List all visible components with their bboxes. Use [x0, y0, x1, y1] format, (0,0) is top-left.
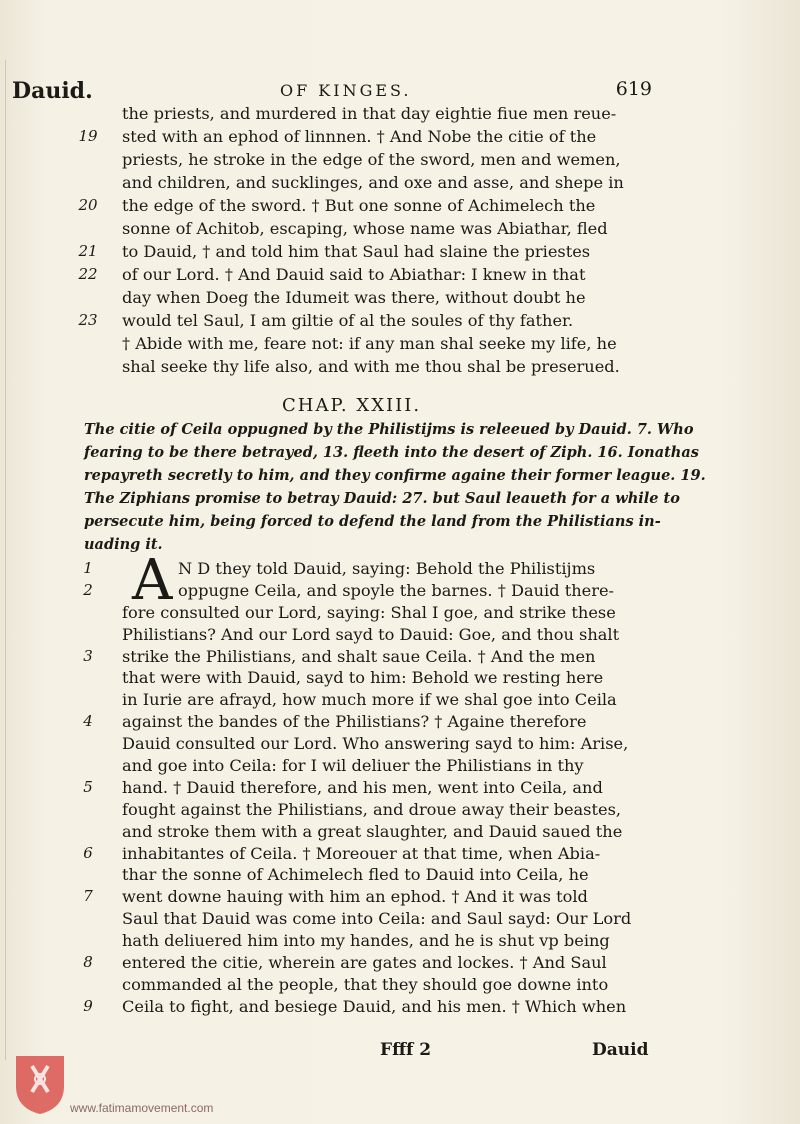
summary-line: uading it. [84, 536, 163, 553]
line-text: sted with an ephod of linnnen. † And Nobe the citie of the [122, 127, 597, 146]
line-text: to Dauid, † and told him that Saul had slaine the priestes [122, 242, 591, 261]
verse-number: 19 [78, 127, 98, 145]
seal-icon [12, 1052, 68, 1116]
summary-line: The Ziphians promise to betray Dauid: 27. but Saul leaueth for a while to [84, 490, 680, 507]
text-line [84, 171, 664, 194]
summary-line: The citie of Ceila oppugned by the Philistijms is releeued by Dauid. 7. Who [84, 421, 694, 438]
text-line [84, 733, 664, 755]
verse-number: 7 [83, 887, 93, 906]
page-edge [5, 60, 6, 1060]
catchword: Dauid [592, 1040, 649, 1060]
text-line [84, 821, 664, 843]
line-text: shal seeke thy life also, and with me thou shal be preserued. [122, 357, 620, 376]
line-text: of our Lord. † And Dauid said to Abiathar: I knew in that [122, 265, 586, 284]
line-text: the edge of the sword. † But one sonne of Achimelech the [122, 196, 596, 215]
verse-number: 8 [83, 953, 93, 972]
watermark-url[interactable]: www.fatimamovement.com [70, 1101, 214, 1115]
text-line [84, 843, 664, 865]
line-text: Ceila to fight, and besiege Dauid, and his men. † Which when [122, 996, 627, 1016]
line-text: entered the citie, wherein are gates and lockes. † And Saul [122, 953, 607, 973]
line-text: N D they told Dauid, saying: Behold the Philistijms [178, 559, 596, 578]
line-text: against the bandes of the Philistians? † Againe therefore [122, 712, 587, 732]
line-text: strike the Philistians, and shalt saue Ceila. † And the men [122, 646, 596, 666]
line-text: inhabitantes of Ceila. † Moreouer at that time, when Abia- [122, 843, 601, 863]
verse-number: 3 [83, 646, 93, 665]
chapter-summary [84, 418, 706, 556]
chapter-heading: CHAP. XXIII. [282, 395, 422, 416]
drop-cap: A [132, 548, 173, 613]
verse-number: 2 [83, 580, 93, 599]
summary-line: persecute him, being forced to defend the land from the Philistians in- [84, 513, 661, 530]
line-text: priests, he stroke in the edge of the sword, men and wemen, [122, 150, 621, 169]
line-text: and children, and sucklinges, and oxe and asse, and shepe in [122, 173, 624, 192]
line-text: hand. † Dauid therefore, and his men, went into Ceila, and [122, 777, 603, 797]
line-text: commanded al the people, that they should goe downe into [122, 974, 609, 994]
text-line [78, 125, 664, 148]
verse-number: 21 [78, 242, 98, 260]
line-text: the priests, and murdered in that day eightie fiue men reue- [122, 104, 617, 123]
verse-number: 5 [83, 777, 93, 796]
text-line [84, 667, 664, 689]
line-text: in Iurie are afrayd, how much more if we shal goe into Ceila [122, 690, 617, 710]
verse-number: 1 [83, 559, 93, 577]
text-line [84, 332, 664, 355]
verse-number: 4 [83, 712, 93, 731]
text-line [84, 864, 664, 886]
header-title: OF KINGES. [280, 81, 412, 100]
text-line [84, 908, 664, 930]
line-text: went downe hauing with him an ephod. † And it was told [122, 887, 588, 907]
text-line [84, 689, 664, 711]
verse-number: 22 [78, 265, 98, 283]
line-text: † Abide with me, feare not: if any man shal seeke my life, he [122, 334, 617, 353]
text-line [84, 711, 664, 733]
line-text: hath deliuered him into my handes, and he is shut vp being [122, 931, 610, 951]
verse-number: 20 [78, 196, 98, 214]
body-text-chapter [84, 558, 664, 1018]
line-text: and stroke them with a great slaughter, and Dauid saued the [122, 821, 623, 841]
text-line [78, 309, 664, 332]
text-line [84, 777, 664, 799]
header-left: Dauid. [12, 78, 93, 104]
text-line [84, 952, 664, 974]
line-text: and goe into Ceila: for I wil deliuer the Philistians in thy [122, 756, 584, 776]
summary-line: repayreth secretly to him, and they confirme againe their former league. 19. [84, 467, 706, 484]
text-line [84, 886, 664, 908]
text-line [84, 930, 664, 952]
text-line [84, 558, 664, 580]
verse-number: 9 [83, 996, 93, 1015]
body-text-top [78, 102, 664, 378]
text-line [78, 263, 664, 286]
line-text: fought against the Philistians, and droue away their beastes, [122, 799, 622, 819]
line-text: Philistians? And our Lord sayd to Dauid: Goe, and thou shalt [122, 624, 620, 644]
text-line [84, 624, 664, 646]
line-text: oppugne Ceila, and spoyle the barnes. † Dauid there- [178, 580, 615, 600]
text-line [84, 755, 664, 777]
verse-number: 23 [78, 311, 98, 329]
text-line [84, 355, 664, 378]
line-text: thar the sonne of Achimelech fled to Dauid into Ceila, he [122, 865, 589, 885]
page-number: 619 [615, 78, 652, 100]
text-line [84, 580, 664, 602]
line-text: Dauid consulted our Lord. Who answering sayd to him: Arise, [122, 734, 629, 754]
text-line [84, 646, 664, 668]
text-line [84, 799, 664, 821]
summary-line: fearing to be there betrayed, 13. fleeth into the desert of Ziph. 16. Ionathas [84, 444, 699, 461]
text-line [84, 974, 664, 996]
line-text: day when Doeg the Idumeit was there, without doubt he [122, 288, 586, 307]
line-text: would tel Saul, I am giltie of al the soules of thy father. [122, 311, 574, 330]
line-text: fore consulted our Lord, saying: Shal I goe, and strike these [122, 602, 616, 622]
text-line [84, 996, 664, 1018]
text-line [84, 217, 664, 240]
text-line [78, 194, 664, 217]
verse-number: 6 [83, 843, 93, 862]
line-text: that were with Dauid, sayd to him: Behold we resting here [122, 668, 604, 688]
text-line [84, 102, 664, 125]
text-line [84, 602, 664, 624]
text-line [84, 286, 664, 309]
text-line [78, 240, 664, 263]
signature-mark: Ffff 2 [380, 1040, 432, 1060]
text-line [84, 148, 664, 171]
line-text: sonne of Achitob, escaping, whose name was Abiathar, fled [122, 219, 608, 238]
line-text: Saul that Dauid was come into Ceila: and Saul sayd: Our Lord [122, 909, 632, 929]
